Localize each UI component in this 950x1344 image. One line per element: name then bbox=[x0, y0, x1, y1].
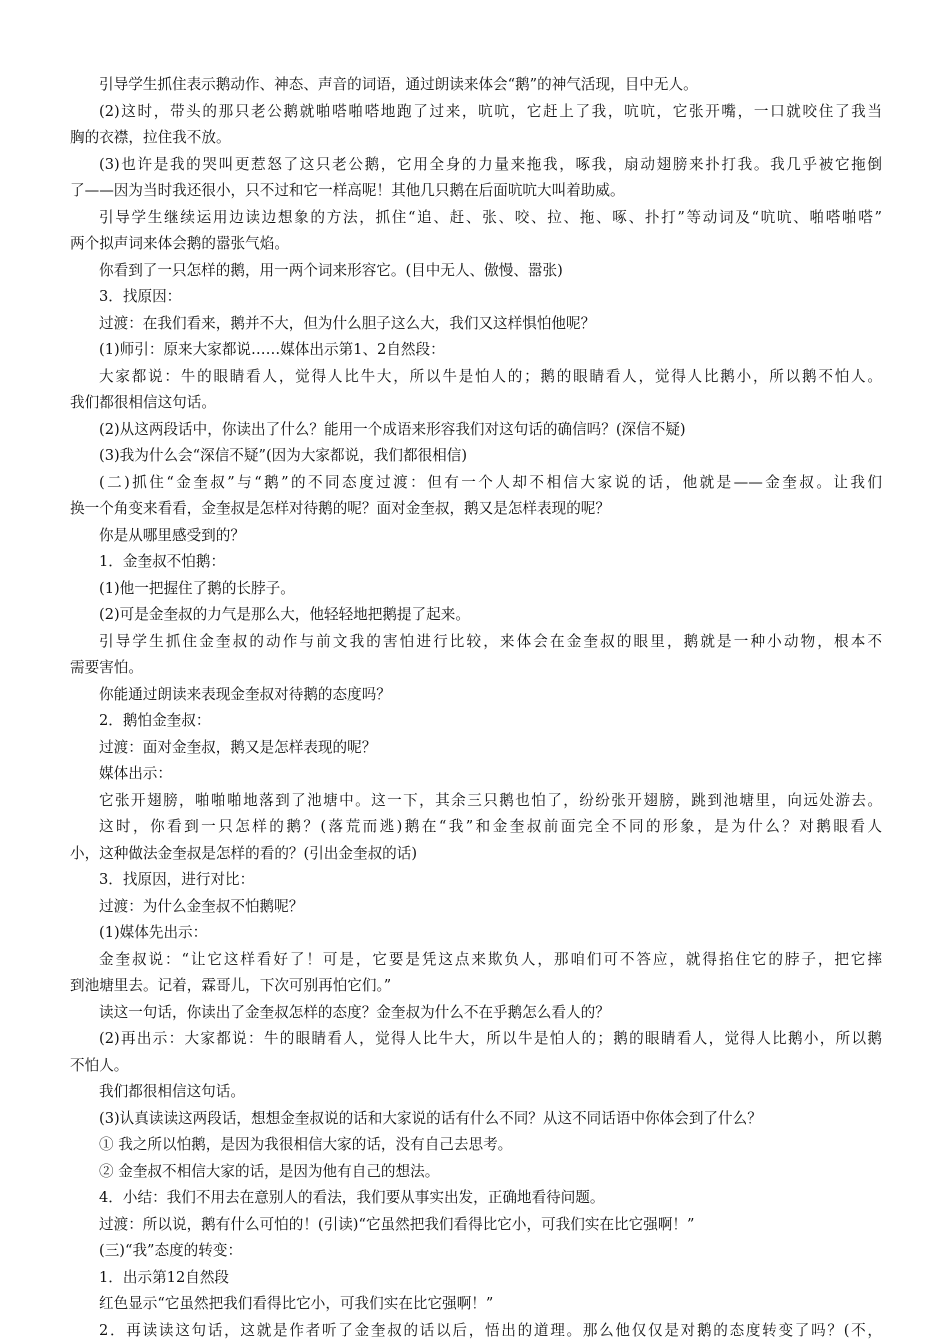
quoted-line: 到池塘里去。记着，霖哥儿，下次可别再怕它们。” bbox=[70, 977, 392, 994]
paragraph-line: 2．再读读这句话，这就是作者听了金奎叔的话以后，悟出的道理。那么他仅仅是对鹅的态度转变了吗？(不， bbox=[99, 1321, 882, 1339]
quoted-line: 它张开翅膀，啪啪啪地落到了池塘中。这一下，其余三只鹅也怕了，纷纷张开翅膀，跳到池塘里，向远处游去。 bbox=[99, 791, 882, 809]
paragraph-line: 不怕人。 bbox=[70, 1056, 129, 1074]
paragraph-line: 1．出示第12自然段 bbox=[99, 1268, 230, 1286]
paragraph-line: 你是从哪里感受到的？ bbox=[99, 526, 245, 544]
paragraph-line: (2)从这两段话中，你读出了什么？能用一个成语来形容我们对这句话的确信吗？(深信不疑) bbox=[99, 420, 686, 438]
paragraph-line: (3)我为什么会“深信不疑”(因为大家都说，我们都很相信) bbox=[99, 447, 468, 464]
paragraph-line: (2)可是金奎叔的力气是那么大，他轻轻地把鹅提了起来。 bbox=[99, 606, 470, 623]
paragraph-line: 引导学生抓住表示鹅动作、神态、声音的词语，通过朗读来体会“鹅”的神气活现，目中无人。 bbox=[99, 76, 698, 93]
paragraph-line: 引导学生抓住金奎叔的动作与前文我的害怕进行比较，来体会在金奎叔的眼里，鹅就是一种小动物，根本不 bbox=[99, 632, 882, 650]
quoted-line: 大家都说：牛的眼睛看人，觉得人比牛大，所以牛是怕人的；鹅的眼睛看人，觉得人比鹅小，所以鹅不怕人。 bbox=[99, 367, 882, 385]
paragraph-line: 媒体出示： bbox=[99, 765, 172, 782]
section-heading: 1．金奎叔不怕鹅： bbox=[99, 553, 226, 570]
paragraph-line: (二)抓住“金奎叔”与“鹅”的不同态度过渡：但有一个人却不相信大家说的话，他就是——金奎叔。让我们 bbox=[99, 473, 882, 491]
paragraph-line: 你看到了一只怎样的鹅，用一两个词来形容它。(目中无人、傲慢、嚣张) bbox=[99, 261, 563, 279]
paragraph-line: 过渡：面对金奎叔，鹅又是怎样表现的呢？ bbox=[99, 738, 377, 756]
list-item: ① 我之所以怕鹅，是因为我很相信大家的话，没有自己去思考。 bbox=[99, 1136, 513, 1153]
paragraph-line: 两个拟声词来体会鹅的嚣张气焰。 bbox=[70, 235, 289, 252]
quoted-line: 金奎叔说：“让它这样看好了！可是，它要是凭这点来欺负人，那咱们可不答应，就得掐住它的脖子，把它摔 bbox=[99, 950, 882, 968]
section-heading: 2．鹅怕金奎叔： bbox=[99, 712, 211, 729]
paragraph-line: 胸的衣襟，拉住我不放。 bbox=[70, 129, 231, 146]
paragraph-line: 过渡：为什么金奎叔不怕鹅呢？ bbox=[99, 897, 304, 915]
paragraph-line: 过渡：所以说，鹅有什么可怕的！(引读)“它虽然把我们看得比它小，可我们实在比它强啊！” bbox=[99, 1215, 695, 1233]
paragraph-line: (3)认真读读这两段话，想想金奎叔说的话和大家说的话有什么不同？从这不同话语中你体会到了什么？ bbox=[99, 1109, 762, 1127]
paragraph-line: (1)师引：原来大家都说……媒体出示第1、2自然段： bbox=[99, 341, 445, 358]
paragraph-line: 换一个角变来看看，金奎叔是怎样对待鹅的呢？面对金奎叔，鹅又是怎样表现的呢？ bbox=[70, 500, 610, 517]
paragraph-line: 4．小结：我们不用去在意别人的看法，我们要从事实出发，正确地看待问题。 bbox=[99, 1189, 605, 1206]
paragraph-line: (1)媒体先出示： bbox=[99, 924, 208, 941]
list-item: ② 金奎叔不相信大家的话，是因为他有自己的想法。 bbox=[99, 1162, 440, 1180]
paragraph-line: 了——因为当时我还很小，只不过和它一样高呢！其他几只鹅在后面吭吭大叫着助威。 bbox=[70, 182, 625, 199]
paragraph-line: 需要害怕。 bbox=[70, 659, 143, 676]
paragraph-line: (2)这时，带头的那只老公鹅就啪嗒啪嗒地跑了过来，吭吭，它赶上了我，吭吭，它张开嘴，一口就咬住了我当 bbox=[99, 102, 882, 120]
paragraph-line: 我们都很相信这句话。 bbox=[99, 1083, 245, 1100]
quoted-line: 我们都很相信这句话。 bbox=[70, 394, 216, 411]
paragraph-line: 你能通过朗读来表现金奎叔对待鹅的态度吗？ bbox=[99, 685, 391, 703]
paragraph-line: 这时，你看到一只怎样的鹅？(落荒而逃)鹅在“我”和金奎叔前面完全不同的形象，是为什么？对鹅眼看人 bbox=[99, 818, 882, 835]
section-heading: 3．找原因： bbox=[99, 288, 182, 305]
paragraph-line: (2)再出示：大家都说：牛的眼睛看人，觉得人比牛大，所以牛是怕人的；鹅的眼睛看人，觉得人比鹅小，所以鹅 bbox=[99, 1030, 882, 1047]
section-heading: 3．找原因，进行对比： bbox=[99, 871, 255, 888]
paragraph-line: (1)他一把握住了鹅的长脖子。 bbox=[99, 579, 295, 597]
section-heading: (三)“我”态度的转变： bbox=[99, 1242, 243, 1259]
paragraph-line: 小，这种做法金奎叔是怎样的看的？(引出金奎叔的话) bbox=[70, 844, 418, 862]
paragraph-line: 红色显示“它虽然把我们看得比它小，可我们实在比它强啊！” bbox=[99, 1295, 494, 1312]
paragraph-line: 过渡：在我们看来，鹅并不大，但为什么胆子这么大，我们又这样惧怕他呢？ bbox=[99, 314, 596, 332]
paragraph-line: (3)也许是我的哭叫更惹怒了这只老公鹅，它用全身的力量来拖我，啄我，扇动翅膀来扑打我。我几乎被它拖倒 bbox=[99, 155, 882, 173]
paragraph-line: 引导学生继续运用边读边想象的方法，抓住“追、赶、张、咬、拉、拖、啄、扑打”等动词及“吭吭、啪嗒啪嗒” bbox=[99, 208, 882, 226]
paragraph-line: 读这一句话，你读出了金奎叔怎样的态度？金奎叔为什么不在乎鹅怎么看人的？ bbox=[99, 1003, 610, 1021]
